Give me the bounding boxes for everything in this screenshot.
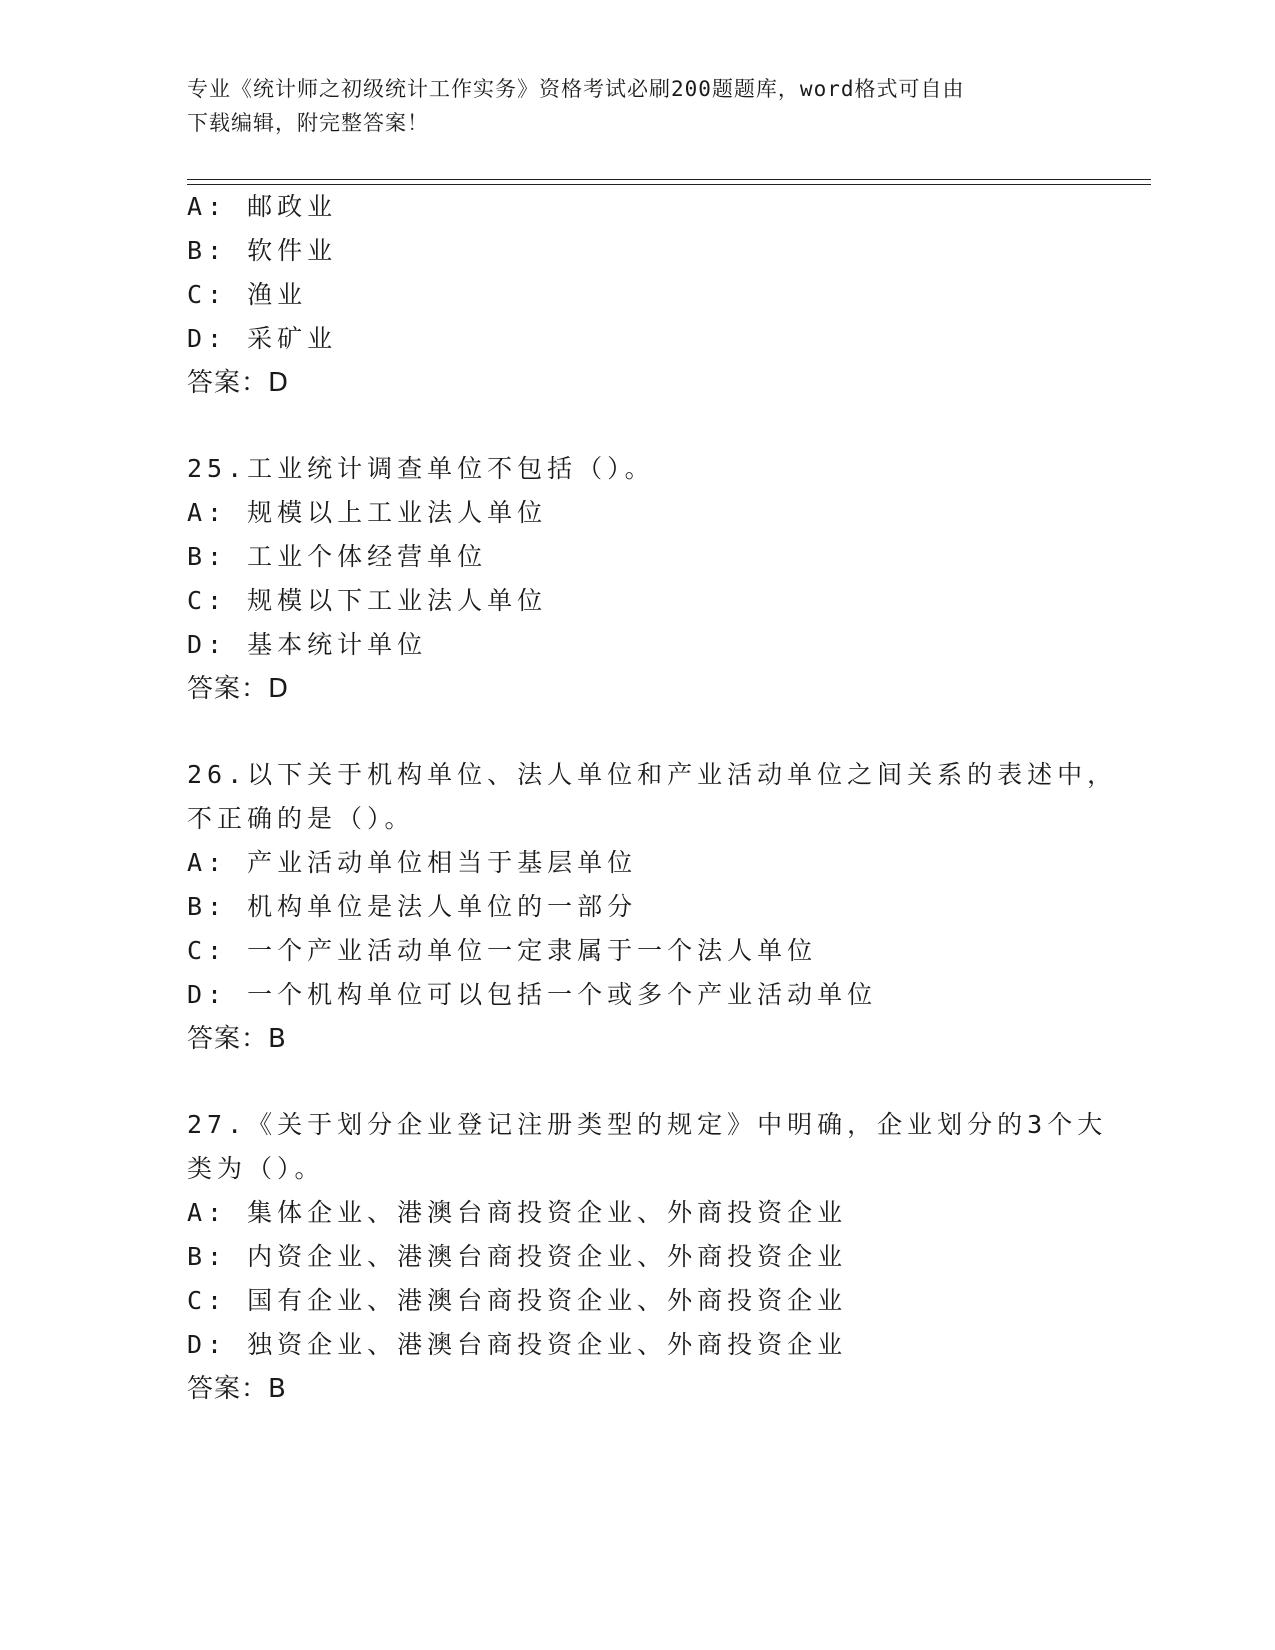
prev-option-a: A: 邮政业 xyxy=(187,192,338,221)
question-25-option-c: C: 规模以下工业法人单位 xyxy=(187,586,548,615)
question-25-stem: 25.工业统计调查单位不包括（）。 xyxy=(187,454,655,483)
question-25-option-d: D: 基本统计单位 xyxy=(187,630,428,659)
prev-answer: 答案：D xyxy=(187,368,290,398)
prev-option-d: D: 采矿业 xyxy=(187,324,338,353)
header-line-1: 专业《统计师之初级统计工作实务》资格考试必刷200题题库，word格式可自由 xyxy=(187,77,965,101)
question-25-option-a: A: 规模以上工业法人单位 xyxy=(187,498,548,527)
question-27-stem-line-2: 类为（）。 xyxy=(187,1154,325,1183)
header-rule-bottom xyxy=(187,184,1151,185)
question-27-option-b: B: 内资企业、港澳台商投资企业、外商投资企业 xyxy=(187,1242,848,1271)
question-26-option-c: C: 一个产业活动单位一定隶属于一个法人单位 xyxy=(187,936,818,965)
prev-option-c: C: 渔业 xyxy=(187,280,308,309)
question-26-answer: 答案：B xyxy=(187,1024,287,1054)
question-26-option-b: B: 机构单位是法人单位的一部分 xyxy=(187,892,638,921)
question-25-option-b: B: 工业个体经营单位 xyxy=(187,542,488,571)
header-rule-top xyxy=(187,179,1151,180)
question-27-option-a: A: 集体企业、港澳台商投资企业、外商投资企业 xyxy=(187,1198,848,1227)
question-27-option-c: C: 国有企业、港澳台商投资企业、外商投资企业 xyxy=(187,1286,848,1315)
prev-option-b: B: 软件业 xyxy=(187,236,338,265)
header-line-2: 下载编辑，附完整答案！ xyxy=(187,111,429,135)
question-27-stem-line-1: 27.《关于划分企业登记注册类型的规定》中明确，企业划分的3个大 xyxy=(187,1110,1108,1139)
question-26-option-a: A: 产业活动单位相当于基层单位 xyxy=(187,848,638,877)
question-27-option-d: D: 独资企业、港澳台商投资企业、外商投资企业 xyxy=(187,1330,848,1359)
document-header xyxy=(187,72,1067,140)
question-26-stem-line-2: 不正确的是（）。 xyxy=(187,804,415,833)
question-26-option-d: D: 一个机构单位可以包括一个或多个产业活动单位 xyxy=(187,980,878,1009)
question-26-stem-line-1: 26.以下关于机构单位、法人单位和产业活动单位之间关系的表述中， xyxy=(187,760,1118,789)
question-27-answer: 答案：B xyxy=(187,1374,287,1404)
question-25-answer: 答案：D xyxy=(187,674,290,704)
